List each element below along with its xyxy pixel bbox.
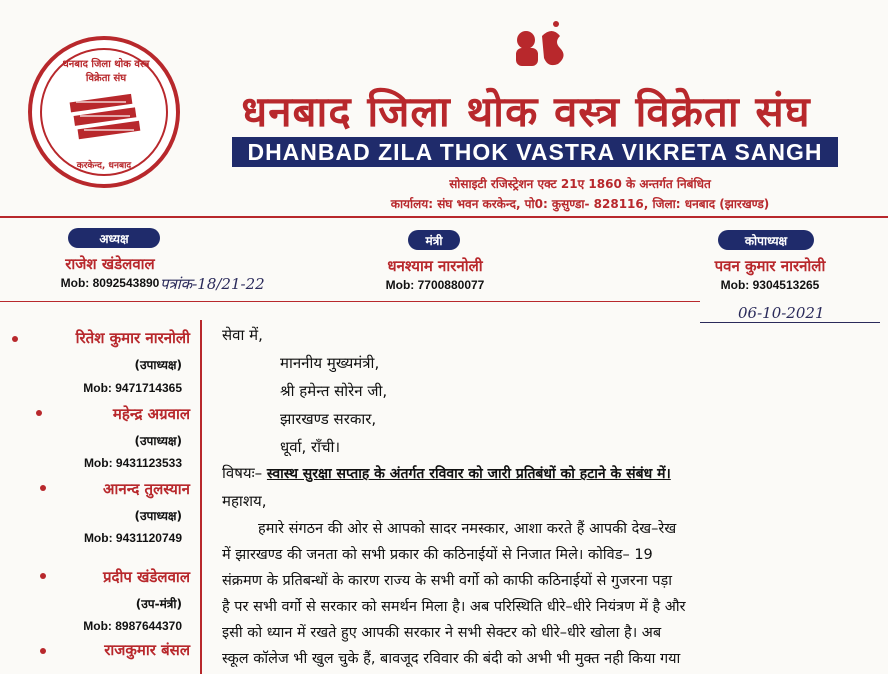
officer-president: [68, 228, 160, 248]
member-role: (उपाध्यक्ष): [134, 509, 182, 523]
officer-treasurer: [718, 230, 814, 250]
registration-line: सोसाइटी रजिस्ट्रेशन एक्ट 21ए 1860 के अन्तर्गत निबंधित: [449, 177, 711, 191]
officer-mobile: Mob: 7700880077: [385, 278, 485, 292]
title-hindi: धनबाद जिला थोक वस्त्र विक्रेता संघ: [241, 87, 811, 136]
officer-title-pill: मंत्री: [408, 230, 460, 250]
handwritten-date: 06-10-2021: [738, 304, 825, 322]
address-line: कार्यालय: संघ भवन करकेन्द, पो0: कुसुण्डा- 828116, जिला: धनबाद (झारखण्ड): [390, 197, 770, 211]
salutation: महाशय,: [222, 492, 267, 510]
subject-text: स्वास्थ सुरक्षा सप्ताह के अंतर्गत रविवार को जारी प्रतिबंधों को हटाने के संबंध में।: [266, 466, 671, 482]
title-english-band: DHANBAD ZILA THOK VASTRA VIKRETA SANGH: [232, 137, 838, 167]
officer-mobile: Mob: 8092543890: [60, 276, 160, 290]
officer-name: पवन कुमार नारनोली: [714, 257, 826, 275]
member-name: प्रदीप खंडेलवाल: [103, 568, 190, 586]
recipient-line: सेवा में,: [222, 326, 263, 344]
logo-ring-text: धनबाद जिला थोक वस्त्र विक्रेता संघ: [62, 59, 150, 84]
member-mobile: Mob: 9431123533: [83, 456, 182, 470]
member-mobile: Mob: 9471714365: [83, 381, 182, 395]
member-role: (उपाध्यक्ष): [134, 434, 182, 448]
officer-title-pill: अध्यक्ष: [68, 228, 160, 248]
body-line: संक्रमण के प्रतिबन्धों के कारण राज्य के सभी वर्गो को काफी कठिनाईयों से गुजरना पड़ा: [222, 573, 673, 589]
member-mobile: Mob: 8987644370: [83, 619, 182, 633]
body-line: इसी को ध्यान में रखते हुए आपकी सरकार ने सभी सेक्टर को धीरे–धीरे खोला है। अब: [222, 625, 662, 641]
bullet-icon: [40, 648, 46, 654]
officers-divider: [0, 301, 700, 302]
bullet-icon: [40, 485, 46, 491]
recipient-line: धूर्वा, राँची।: [280, 438, 341, 456]
body-line: है पर सभी वर्गो से सरकार को समर्थन मिला है। अब परिस्थिति धीरे–धीरे नियंत्रण में है और: [222, 599, 686, 615]
member-name: महेन्द्र अग्रवाल: [112, 405, 190, 423]
logo-bottom-text: करकेन्द, धनबाद: [76, 161, 132, 171]
member-name: रितेश कुमार नारनोली: [75, 329, 190, 347]
subject-line: [222, 460, 671, 488]
officer-secretary: [408, 230, 460, 250]
member-role: (उप-मंत्री): [135, 597, 182, 611]
officer-name: राजेश खंडेलवाल: [65, 255, 155, 273]
body-line: स्कूल कॉलेज भी खुल चुके हैं, बावजूद रविवार की बंदी को अभी भी मुक्त नही किया गया: [222, 651, 681, 667]
bullet-icon: [36, 410, 42, 416]
members-sidebar: [0, 320, 202, 674]
member-mobile: Mob: 9431120749: [83, 531, 182, 545]
handwritten-reference: पत्रांक-18/21-22: [160, 275, 265, 293]
officer-name: धनश्याम नारनोली: [387, 257, 483, 275]
bullet-icon: [40, 573, 46, 579]
body-line: में झारखण्ड की जनता को सभी प्रकार की कठिनाईयों से निजात मिले। कोविड– 19: [222, 547, 653, 563]
officer-mobile: Mob: 9304513265: [720, 278, 820, 292]
recipient-line: माननीय मुख्यमंत्री,: [280, 354, 380, 372]
officer-title-pill: कोपाध्यक्ष: [718, 230, 814, 250]
om-icon: [508, 18, 568, 76]
subject-label: विषयः–: [222, 464, 263, 482]
header-divider: [0, 216, 888, 218]
member-role: (उपाध्यक्ष): [134, 358, 182, 372]
recipient-line: श्री हमेन्त सोरेन जी,: [280, 382, 388, 400]
bullet-icon: [12, 336, 18, 342]
body-line: हमारे संगठन की ओर से आपको सादर नमस्कार, आशा करते हैं आपकी देख–रेख: [258, 521, 677, 537]
recipient-line: झारखण्ड सरकार,: [280, 410, 377, 428]
association-logo: [28, 36, 180, 188]
member-name: राजकुमार बंसल: [104, 641, 190, 659]
member-name: आनन्द तुलस्यान: [103, 480, 190, 498]
date-underline: [700, 322, 880, 323]
